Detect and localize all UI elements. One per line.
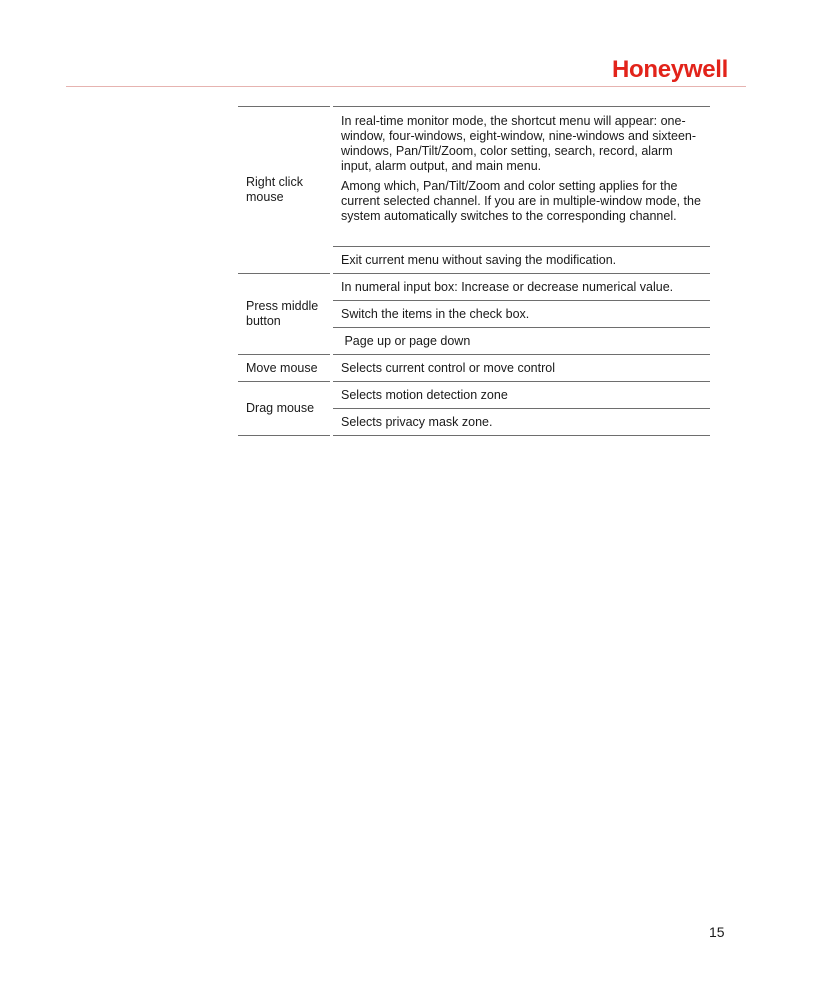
action-cell: Drag mouse [238, 382, 332, 436]
page-number: 15 [709, 924, 725, 940]
action-cell: Press middle button [238, 274, 332, 355]
table-row [238, 382, 710, 409]
description-cell: Switch the items in the check box. [332, 301, 711, 328]
action-cell: Move mouse [238, 355, 332, 382]
description-cell: Page up or page down [332, 328, 711, 355]
table-row [238, 355, 710, 382]
description-paragraph: Among which, Pan/Tilt/Zoom and color setting applies for the current selected channel. If you are in multiple-window mode, the system automatically switches to the corresponding channel. [341, 179, 701, 223]
table-row [238, 274, 710, 301]
description-cell: In numeral input box: Increase or decrease numerical value. [332, 274, 711, 301]
description-cell: Selects motion detection zone [332, 382, 711, 409]
mouse-table [238, 106, 710, 436]
description-cell: Selects current control or move control [332, 355, 711, 382]
table-row [238, 107, 710, 247]
description-cell: Selects privacy mask zone. [332, 409, 711, 436]
mouse-operations-table [238, 106, 710, 436]
description-cell [332, 107, 711, 247]
description-paragraph: In real-time monitor mode, the shortcut menu will appear: one-window, four-windows, eight-window, nine-windows and sixteen-windows, Pan/Tilt/Zoom, color setting, search, record, alarm input, alarm output, and main menu. [341, 114, 697, 173]
description-cell: Exit current menu without saving the modification. [332, 247, 711, 274]
action-cell: Right click mouse [238, 107, 332, 274]
header-rule [66, 86, 746, 87]
honeywell-logo: Honeywell [612, 56, 728, 83]
